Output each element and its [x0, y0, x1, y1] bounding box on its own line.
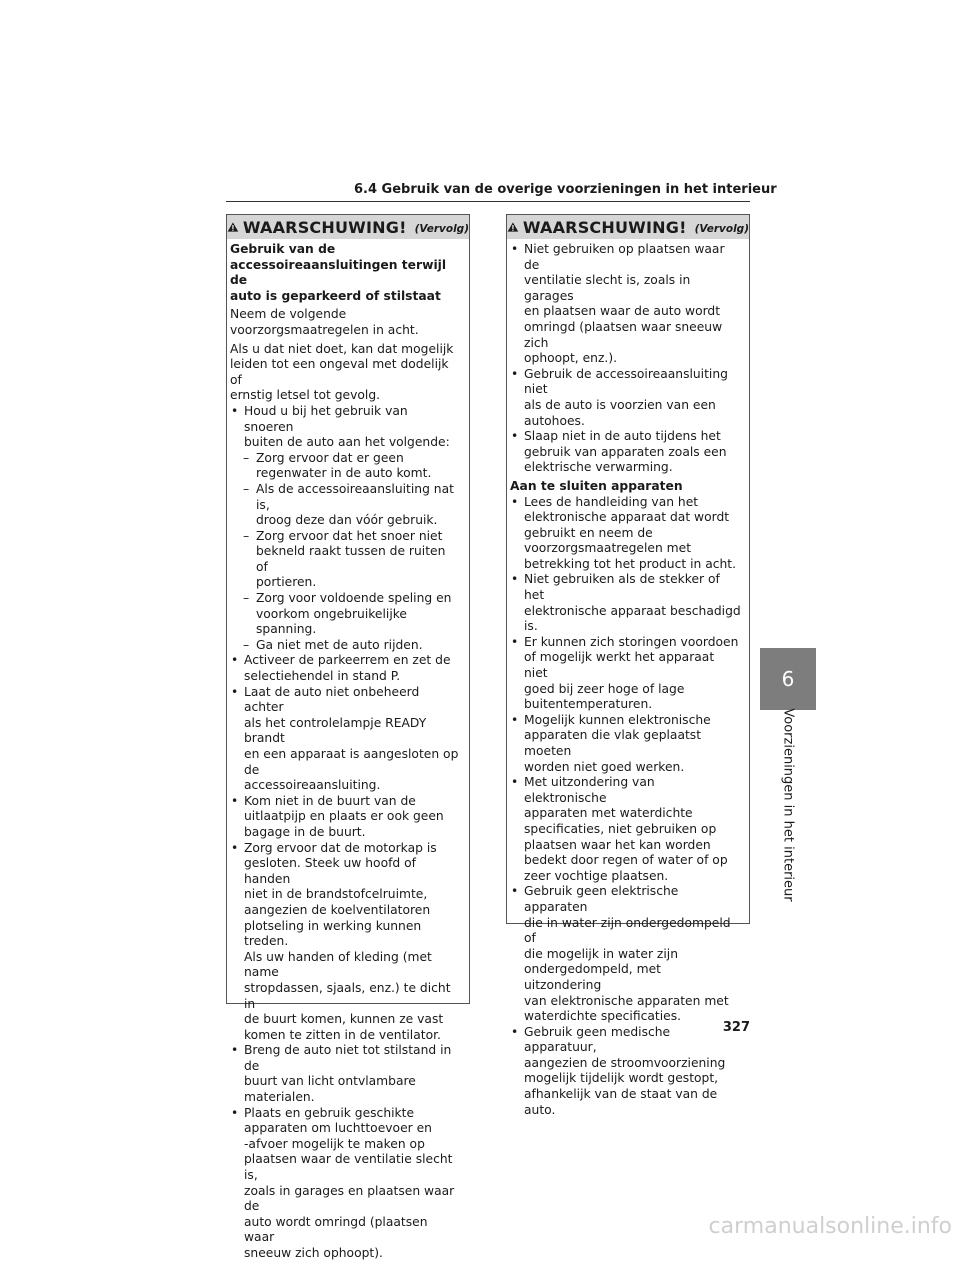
text-line: als het controlelampje READY brandt	[244, 715, 427, 746]
text-line: autohoes.	[524, 413, 585, 428]
paragraph	[230, 342, 461, 404]
bullet-item	[510, 775, 741, 884]
text-line: • Activeer de parkeerrem en zet de	[244, 653, 451, 668]
text-line: leiden tot een ongeval met dodelijk of	[230, 357, 449, 387]
section-heading: Aan te sluiten apparaten	[510, 478, 683, 493]
warning-header-right	[507, 215, 749, 239]
bullet-item	[510, 242, 741, 367]
chapter-tab: 6	[760, 648, 816, 710]
bullet-item	[230, 1043, 461, 1105]
text-line: • Er kunnen zich storingen voordoen	[524, 634, 739, 649]
text-line: omringd (plaatsen waar sneeuw zich	[524, 319, 723, 350]
warning-title: WAARSCHUWING!	[242, 217, 407, 237]
text-line: apparaten met waterdichte	[524, 806, 693, 821]
text-line: portieren.	[256, 575, 317, 590]
text-line: worden niet goed werken.	[524, 759, 685, 774]
bullet-item	[510, 884, 741, 1024]
warning-continued: (Vervolg)	[414, 222, 469, 235]
text-line: • Lees de handleiding van het	[524, 494, 699, 509]
text-line: Als u dat niet doet, kan dat mogelijk	[230, 341, 454, 356]
text-line: Gebruik van de	[230, 242, 336, 256]
dash-item	[230, 529, 461, 591]
text-line: voorkom ongebruikelijke spanning.	[256, 606, 407, 637]
bullet-item	[510, 713, 741, 775]
text-line: aangezien de stroomvoorziening	[524, 1055, 726, 1070]
warning-body-left	[227, 239, 469, 1262]
text-line: afhankelijk van de staat van de auto.	[524, 1087, 718, 1117]
text-line: als de auto is voorzien van een	[524, 397, 716, 412]
bullet-item	[510, 429, 741, 476]
text-line: – Zorg ervoor dat het snoer niet	[256, 528, 443, 543]
text-line: materialen.	[244, 1090, 315, 1105]
warning-body-right	[507, 239, 749, 1118]
text-line: • Niet gebruiken op plaatsen waar de	[524, 242, 725, 272]
bullet-item	[230, 404, 461, 451]
text-line: of mogelijk werkt het apparaat niet	[524, 650, 715, 681]
text-line: komen te zitten in de ventilator.	[244, 1027, 441, 1042]
text-line: en een apparaat is aangesloten op de	[244, 747, 459, 777]
chapter-side-label: Voorzieningen in het interieur	[780, 708, 796, 902]
text-line: auto is geparkeerd of stilstaat	[230, 288, 441, 303]
text-line: die in water zijn ondergedompeld of	[524, 915, 731, 946]
text-line: buitentemperaturen.	[524, 697, 653, 712]
text-line: zeer vochtige plaatsen.	[524, 868, 669, 883]
text-line: • Breng de auto niet tot stilstand in de	[244, 1043, 452, 1073]
text-line: • Mogelijk kunnen elektronische	[524, 712, 711, 727]
text-line: voorzorgsmaatregelen met	[524, 541, 692, 556]
text-line: droog deze dan vóór gebruik.	[256, 513, 438, 528]
text-line: apparaten die vlak geplaatst moeten	[524, 728, 702, 758]
text-line: is.	[524, 619, 538, 634]
warning-heading	[230, 242, 461, 304]
page-number: 327	[722, 1020, 750, 1035]
text-line: bedekt door regen of water of op	[524, 853, 728, 868]
watermark: carmanualsonline.info	[708, 1214, 952, 1239]
header-rule	[226, 201, 750, 202]
text-line: aangezien de koelventilatoren	[244, 902, 431, 917]
text-line: regenwater in de auto komt.	[256, 466, 432, 481]
dash-item	[230, 591, 461, 638]
text-line: auto wordt omringd (plaatsen waar	[244, 1214, 428, 1245]
warning-box-left	[226, 214, 470, 1260]
bullet-item	[230, 653, 461, 684]
text-line: selectiehendel in stand P.	[244, 669, 401, 684]
text-line: stropdassen, sjaals, enz.) te dicht in	[244, 980, 451, 1011]
text-line: specificaties, niet gebruiken op	[524, 821, 717, 836]
text-line: Als uw handen of kleding (met name	[244, 949, 432, 980]
text-line: – Zorg voor voldoende speling en	[256, 591, 452, 606]
text-line: de buurt komen, kunnen ze vast	[244, 1012, 444, 1027]
section-header: 6.4 Gebruik van de overige voorzieningen in het interieur	[354, 182, 777, 197]
text-line: – Als de accessoireaansluiting nat is,	[256, 481, 454, 512]
text-line: sneeuw zich ophoopt).	[244, 1246, 383, 1260]
text-line: • Gebruik geen medische apparatuur,	[524, 1024, 671, 1055]
warning-triangle-icon	[507, 219, 519, 235]
text-line: plotseling in werking kunnen treden.	[244, 918, 422, 949]
text-line: ondergedompeld, met uitzondering	[524, 962, 661, 992]
bullet-item	[230, 685, 461, 794]
bullet-item	[230, 841, 461, 1044]
paragraph	[230, 307, 461, 338]
text-line: elektronische apparaat dat wordt	[524, 510, 730, 525]
text-line: betrekking tot het product in acht.	[524, 556, 737, 571]
text-line: die mogelijk in water zijn	[524, 946, 678, 961]
warning-triangle-icon	[227, 219, 239, 235]
text-line: • Slaap niet in de auto tijdens het	[524, 429, 721, 444]
text-line: gesloten. Steek uw hoofd of handen	[244, 856, 417, 886]
dash-item	[230, 638, 461, 654]
text-line: ernstig letsel tot gevolg.	[230, 388, 381, 403]
text-line: plaatsen waar de ventilatie slecht is,	[244, 1152, 453, 1183]
text-line: • Plaats en gebruik geschikte	[244, 1105, 415, 1120]
text-line: Neem de volgende	[230, 307, 347, 322]
warning-title: WAARSCHUWING!	[522, 217, 687, 237]
text-line: buiten de auto aan het volgende:	[244, 435, 450, 450]
text-line: • Zorg ervoor dat de motorkap is	[244, 840, 437, 855]
dash-item	[230, 451, 461, 482]
bullet-item	[230, 794, 461, 841]
text-line: • Met uitzondering van elektronische	[524, 775, 655, 805]
text-line: waterdichte specificaties.	[524, 1009, 682, 1024]
text-line: ventilatie slecht is, zoals in garages	[524, 273, 691, 303]
bullet-item	[510, 1025, 741, 1119]
text-line: voorzorgsmaatregelen in acht.	[230, 322, 419, 337]
text-line: apparaten om luchttoevoer en	[244, 1121, 432, 1136]
text-line: -afvoer mogelijk te maken op	[244, 1136, 425, 1151]
text-line: goed bij zeer hoge of lage	[524, 681, 685, 696]
text-line: bekneld raakt tussen de ruiten of	[256, 544, 446, 574]
text-line: • Laat de auto niet onbeheerd achter	[244, 684, 420, 715]
text-line: buurt van licht ontvlambare	[244, 1074, 416, 1089]
text-line: van elektronische apparaten met	[524, 993, 729, 1008]
warning-header-left	[227, 215, 469, 239]
bullet-item	[510, 635, 741, 713]
dash-item	[230, 482, 461, 529]
warning-continued: (Vervolg)	[694, 222, 749, 235]
text-line: uitlaatpijp en plaats er ook geen	[244, 809, 444, 824]
text-line: bagage in de buurt.	[244, 824, 366, 839]
bullet-item	[510, 367, 741, 429]
text-line: elektrische verwarming.	[524, 460, 673, 475]
text-line: gebruikt en neem de	[524, 525, 653, 540]
text-line: • Houd u bij het gebruik van snoeren	[244, 403, 408, 434]
text-line: • Kom niet in de buurt van de	[244, 793, 416, 808]
text-line: – Ga niet met de auto rijden.	[256, 637, 423, 652]
text-line: en plaatsen waar de auto wordt	[524, 304, 721, 319]
text-line: • Gebruik de accessoireaansluiting niet	[524, 366, 728, 397]
text-line: gebruik van apparaten zoals een	[524, 444, 727, 459]
text-line: • Niet gebruiken als de stekker of het	[524, 572, 720, 603]
text-line: plaatsen waar het kan worden	[524, 837, 711, 852]
text-line: accessoireaansluiting.	[244, 778, 381, 793]
text-line: niet in de brandstofcelruimte,	[244, 887, 428, 902]
text-line: zoals in garages en plaatsen waar de	[244, 1183, 455, 1214]
text-line: – Zorg ervoor dat er geen	[256, 450, 404, 465]
text-line: mogelijk tijdelijk wordt gestopt,	[524, 1071, 719, 1086]
text-line: elektronische apparaat beschadigd	[524, 603, 741, 618]
bullet-item	[510, 495, 741, 573]
text-line: ophoopt, enz.).	[524, 351, 618, 366]
text-line: • Gebruik geen elektrische apparaten	[524, 884, 679, 914]
text-line: accessoireaansluitingen terwijl de	[230, 257, 447, 288]
bullet-item	[510, 572, 741, 634]
